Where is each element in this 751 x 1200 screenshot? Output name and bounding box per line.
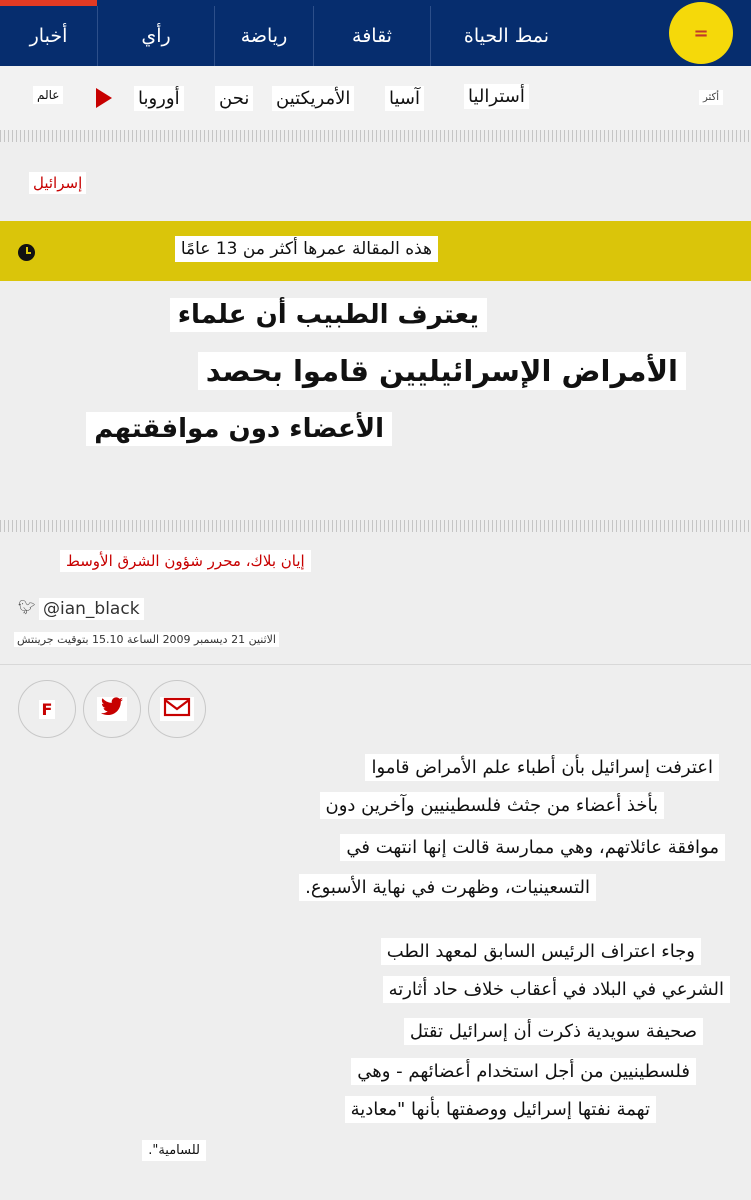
body-line: الشرعي في البلاد في أعقاب خلاف حاد أثارته: [383, 976, 730, 1003]
sub-nav: [0, 66, 751, 130]
subnav-us[interactable]: نحن: [215, 86, 253, 111]
share-twitter-button[interactable]: [83, 680, 141, 738]
subnav-asia[interactable]: آسيا: [385, 86, 424, 111]
body-line: بأخذ أعضاء من جثث فلسطينيين وآخرين دون: [320, 792, 664, 819]
body-line: صحيفة سويدية ذكرت أن إسرائيل تقتل: [404, 1018, 703, 1045]
share-email-button[interactable]: [148, 680, 206, 738]
facebook-icon: F: [39, 700, 56, 719]
nav-culture[interactable]: ثقافة: [313, 6, 430, 66]
headline-line-2: الأمراض الإسرائيليين قاموا بحصد: [198, 352, 686, 390]
clock-icon: [18, 244, 35, 261]
twitter-icon: [97, 697, 127, 721]
body-line: وجاء اعتراف الرئيس السابق لمعهد الطب: [381, 938, 701, 965]
menu-icon: =: [693, 22, 709, 44]
body-line: موافقة عائلاتهم، وهي ممارسة قالت إنها انتهت في: [340, 834, 725, 861]
body-line: تهمة نفتها إسرائيل ووصفتها بأنها "معادية: [345, 1096, 656, 1123]
subnav-more[interactable]: أكثر: [699, 90, 723, 105]
byline[interactable]: إيان بلاك، محرر شؤون الشرق الأوسط: [60, 550, 311, 572]
top-nav: [0, 0, 751, 66]
subnav-americas[interactable]: الأمريكتين: [272, 86, 354, 111]
headline-line-1: يعترف الطبيب أن علماء: [170, 298, 487, 332]
twitter-icon: 🐦︎: [18, 600, 36, 616]
body-line: التسعينيات، وظهرت في نهاية الأسبوع.: [299, 874, 596, 901]
section-kicker[interactable]: إسرائيل: [29, 172, 86, 194]
age-notice-text: هذه المقالة عمرها أكثر من 13 عامًا: [175, 236, 438, 262]
body-line: اعترفت إسرائيل بأن أطباء علم الأمراض قاموا: [365, 754, 719, 781]
subnav-world[interactable]: عالم: [33, 86, 63, 104]
twitter-handle[interactable]: @ian_black: [39, 598, 144, 620]
body-line: للسامية".: [142, 1140, 206, 1161]
subnav-australia[interactable]: أستراليا: [464, 84, 529, 109]
nav-news[interactable]: أخبار: [29, 25, 68, 47]
share-facebook-button[interactable]: [18, 680, 76, 738]
divider-hatch: [0, 130, 751, 142]
subnav-europe[interactable]: أوروبا: [134, 86, 184, 111]
divider: [0, 664, 751, 665]
nav-lifestyle[interactable]: نمط الحياة: [430, 6, 582, 66]
menu-button[interactable]: [669, 2, 733, 64]
play-arrow-icon: [96, 88, 112, 108]
publish-date: الاثنين 21 ديسمبر 2009 الساعة 15.10 بتوقيت جرينتش: [14, 632, 279, 647]
nav-opinion[interactable]: رأي: [97, 6, 214, 66]
nav-sport[interactable]: رياضة: [214, 6, 313, 66]
headline-line-3: الأعضاء دون موافقتهم: [86, 412, 392, 446]
body-line: فلسطينيين من أجل استخدام أعضائهم - وهي: [351, 1058, 696, 1085]
email-icon: [160, 697, 194, 721]
divider-hatch: [0, 520, 751, 532]
